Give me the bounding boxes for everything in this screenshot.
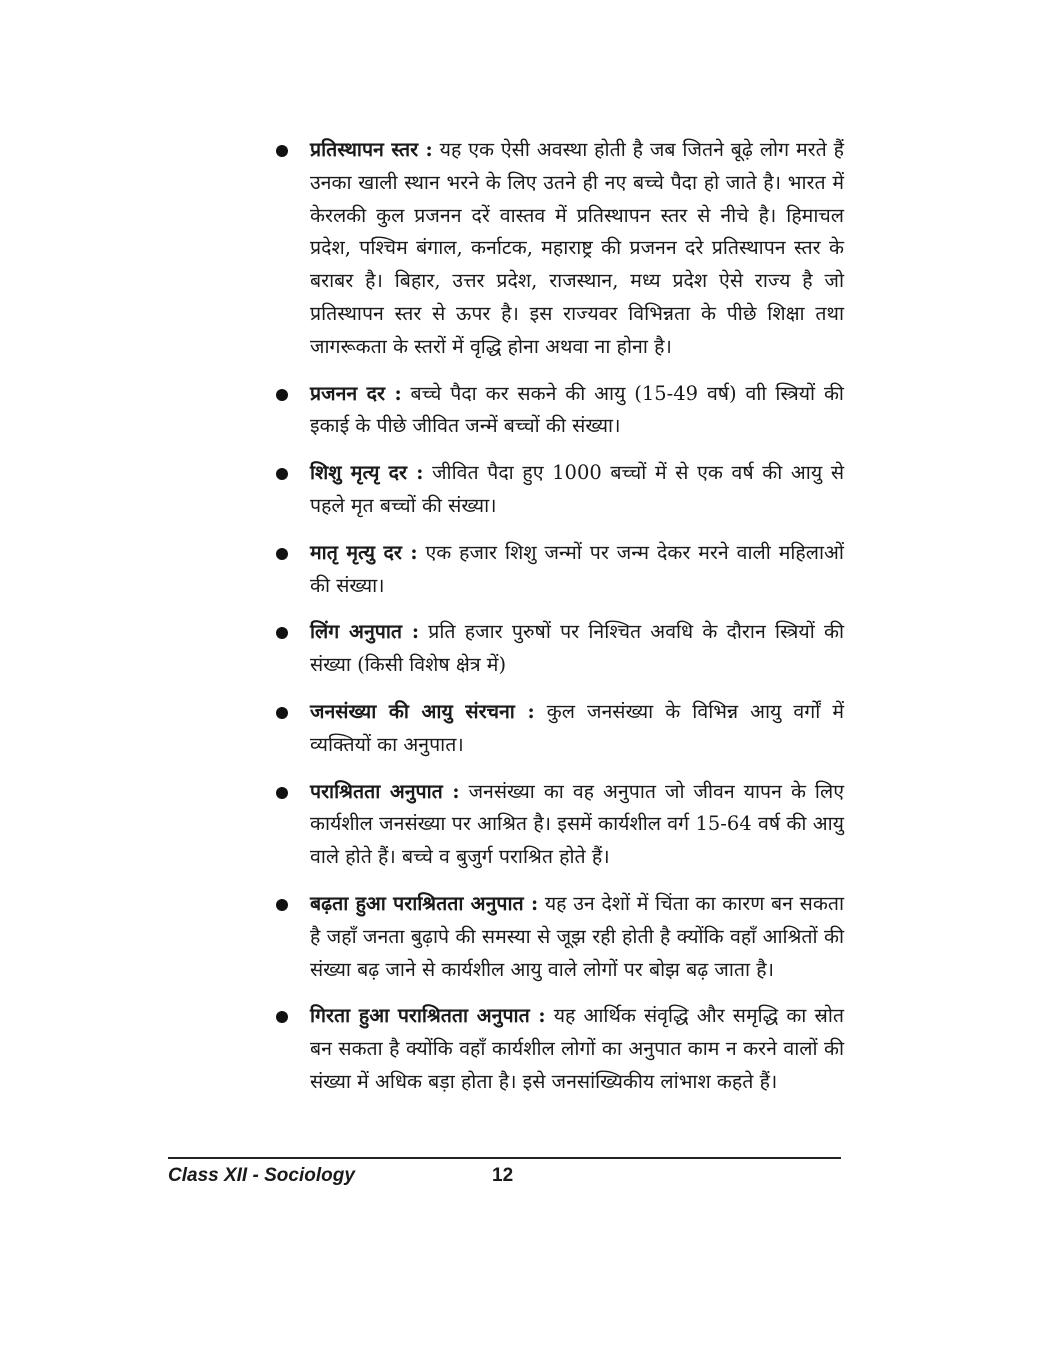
definition-text: यह उन देशों में चिंता का कारण बन सकता है जहाँ जनता बुढ़ापे की समस्या से जूझ रही होती है क्योंकि वहाँ आश्रितों की संख्या बढ़ जाने से कार्यशील आयु वाले लोगों पर बोझ बढ़ जाता है।	[310, 891, 845, 981]
bullet-icon	[276, 899, 288, 911]
bullet-icon	[276, 389, 288, 401]
definition-item	[274, 134, 844, 364]
definition-text: एक हजार शिशु जन्मों पर जन्म देकर मरने वाली महिलाओं की संख्या।	[310, 540, 844, 597]
definition-term: जनसंख्या की आयु संरचना :	[310, 699, 535, 723]
definition-item	[274, 616, 844, 682]
definition-term: प्रतिस्थापन स्तर :	[310, 138, 433, 161]
bullet-icon	[276, 707, 288, 719]
definition-text: यह आर्थिक संवृद्धि और समृद्धि का स्रोत बन सकता है क्योंकि वहाँ कार्यशील लोगों का अनुपात काम न करने वालों की संख्या में अधिक बड़ा होता है। इसे जनसांख्यिकीय लांभाश कहते हैं।	[310, 1004, 844, 1093]
definition-list	[274, 134, 844, 1113]
definition-item	[274, 457, 844, 523]
bullet-icon	[276, 787, 288, 799]
definition-item	[274, 1000, 844, 1098]
bullet-icon	[276, 468, 288, 480]
footer-book-title: Class XII - Sociology	[168, 1165, 355, 1186]
definition-item	[274, 888, 844, 986]
definition-text: यह एक ऐसी अवस्था होती है जब जितने बूढ़े लोग मरते हैं उनका खाली स्थान भरने के लिए उतने ही नए बच्चे पैदा हो जाते है। भारत में केरलकी कुल प्रजनन दरें वास्तव में प्रतिस्थापन स्तर से नीचे है। हिमाचल प्रदेश, पश्चिम बंगाल, कर्नाटक, महाराष्ट्र की प्रजनन दरे प्रतिस्थापन स्तर के बराबर है। बिहार, उत्तर प्रदेश, राजस्थान, मध्य प्रदेश ऐसे राज्य है जो प्रतिस्थापन स्तर से ऊपर है। इस राज्यवर विभिन्नता के पीछे शिक्षा तथा जागरूकता के स्तरों में वृद्धि होना अथवा ना होना है।	[310, 138, 844, 358]
definition-text: बच्चे पैदा कर सकने की आयु (15-49 वर्ष) वाी स्त्रियों की इकाई के पीछे जीवित जन्में बच्चों की संख्या।	[310, 381, 844, 438]
definition-text: प्रति हजार पुरुषों पर निश्चित अवधि के दौरान स्त्रियों की संख्या (किसी विशेष क्षेत्र में)	[310, 620, 844, 677]
definition-text: जनसंख्या का वह अनुपात जो जीवन यापन के लिए कार्यशील जनसंख्या पर आश्रित है। इसमें कार्यशील वर्ग 15-64 वर्ष की आयु वाले होते हैं। बच्चे व बुजुर्ग पराश्रित होते हैं।	[310, 779, 844, 869]
bullet-icon	[276, 145, 288, 157]
definition-item	[274, 537, 844, 603]
footer-divider	[168, 1157, 841, 1159]
definition-text: जीवित पैदा हुए 1000 बच्चों में से एक वर्ष की आयु से पहले मृत बच्चों की संख्या।	[310, 461, 844, 517]
definition-term: शिशु मृत्यृ दर :	[310, 461, 424, 485]
definition-term: प्रजनन दर :	[310, 381, 402, 405]
definition-item	[274, 696, 844, 762]
definition-text: कुल जनसंख्या के विभिन्न आयु वर्गों में व्यक्तियों का अनुपात।	[310, 699, 844, 756]
bullet-icon	[276, 548, 288, 560]
definition-item	[274, 776, 844, 874]
definition-term: मातृ मृत्यु दर :	[310, 540, 418, 564]
definition-term: लिंग अनुपात :	[310, 620, 420, 644]
page-number: 12	[492, 1165, 514, 1186]
definition-item	[274, 378, 844, 444]
definition-term: पराश्रितता अनुपात :	[310, 779, 460, 803]
definition-term: बढ़ता हुआ पराश्रितता अनुपात :	[310, 891, 539, 915]
bullet-icon	[276, 1011, 288, 1023]
bullet-icon	[276, 627, 288, 639]
definition-term: गिरता हुआ पराश्रितता अनुपात :	[310, 1004, 546, 1028]
